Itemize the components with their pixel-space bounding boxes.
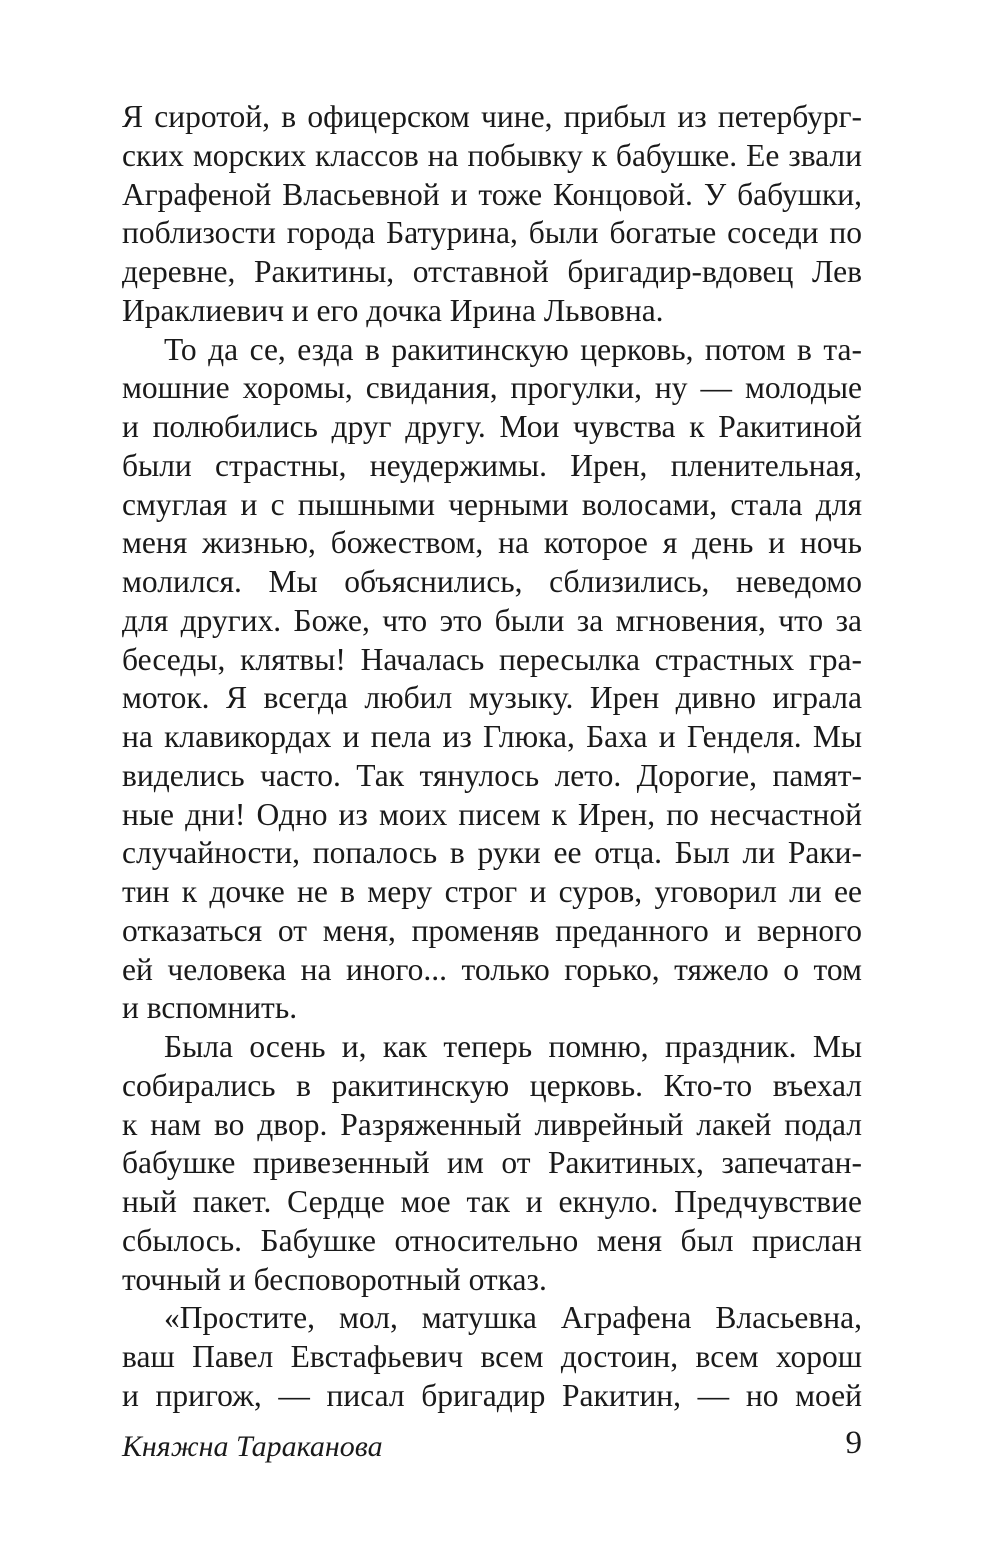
text-line: собирались в ракитинскую церковь. Кто-то въехал — [122, 1067, 862, 1103]
text-line: беседы, клятвы! Началась пересылка страстных гра- — [122, 641, 862, 677]
text-line: отказаться от меня, променяв преданного и верного — [122, 912, 862, 948]
text-line: ные дни! Одно из моих писем к Ирен, по несчастной — [122, 796, 862, 832]
text-line: То да се, езда в ракитинскую церковь, потом в та- — [164, 331, 862, 367]
text-line: мошние хоромы, свидания, прогулки, ну — молодые — [122, 370, 862, 406]
text-line: ваш Павел Евстафьевич всем достоин, всем хорош — [122, 1339, 862, 1374]
text-line: и вспомнить. — [122, 990, 298, 1026]
text-line: поблизости города Батурина, были богатые соседи по — [122, 215, 862, 251]
text-line: молился. Мы объяснились, сблизились, неведомо — [122, 564, 862, 599]
body-text — [122, 98, 862, 1416]
text-line: точный и бесповоротный отказ. — [122, 1261, 547, 1297]
text-line: смуглая и с пышными черными волосами, стала для — [122, 486, 862, 522]
text-line: моток. Я всегда любил музыку. Ирен дивно играла — [122, 680, 862, 716]
text-line: Была осень и, как теперь помню, праздник. Мы — [164, 1029, 862, 1064]
paragraph-1 — [122, 98, 862, 331]
text-line: деревне, Ракитины, отставной бригадир-вдовец Лев — [122, 254, 862, 289]
text-line: Ираклиевич и его дочка Ирина Львовна. — [122, 292, 664, 328]
text-line: меня жизнью, божеством, на которое я день и ночь — [122, 525, 862, 561]
paragraph-2 — [122, 331, 862, 1029]
text-line: случайности, попалось в руки ее отца. Был ли Раки- — [122, 835, 862, 871]
text-line: сбылось. Бабушке относительно меня был прислан — [122, 1222, 862, 1258]
text-line: и полюбились друг другу. Мои чувства к Ракитиной — [122, 409, 862, 444]
text-line: и пригож, — писал бригадир Ракитин, — но моей — [122, 1377, 862, 1413]
text-line: ный пакет. Сердце мое так и екнуло. Предчувствие — [122, 1184, 862, 1219]
text-line: Аграфеной Власьевной и тоже Концовой. У бабушки, — [122, 176, 862, 212]
paragraph-4 — [122, 1299, 862, 1415]
text-line: были страстны, неудержимы. Ирен, пленительная, — [122, 447, 862, 483]
paragraph-3 — [122, 1028, 862, 1299]
text-line: на клавикордах и пела из Глюка, Баха и Генделя. Мы — [122, 719, 862, 754]
text-line: бабушке привезенный им от Ракитиных, запечатан- — [122, 1145, 862, 1181]
text-line: виделись часто. Так тянулось лето. Дорогие, памят- — [122, 757, 862, 793]
text-line: Я сиротой, в офицерском чине, прибыл из петербург- — [122, 99, 862, 134]
text-line: тин к дочке не в меру строг и суров, уговорил ли ее — [122, 874, 862, 909]
text-line: к нам во двор. Разряженный ливрейный лакей подал — [122, 1106, 862, 1142]
running-footer-title: Княжна Тараканова — [122, 1430, 383, 1463]
text-line: ских морских классов на побывку к бабушке. Ее звали — [122, 137, 862, 173]
text-line: для других. Боже, что это были за мгновения, что за — [122, 602, 862, 638]
page-number: 9 — [845, 1425, 862, 1461]
text-line: ей человека на иного... только горько, тяжело о том — [122, 951, 862, 987]
text-line: «Простите, мол, матушка Аграфена Власьевна, — [164, 1300, 862, 1336]
